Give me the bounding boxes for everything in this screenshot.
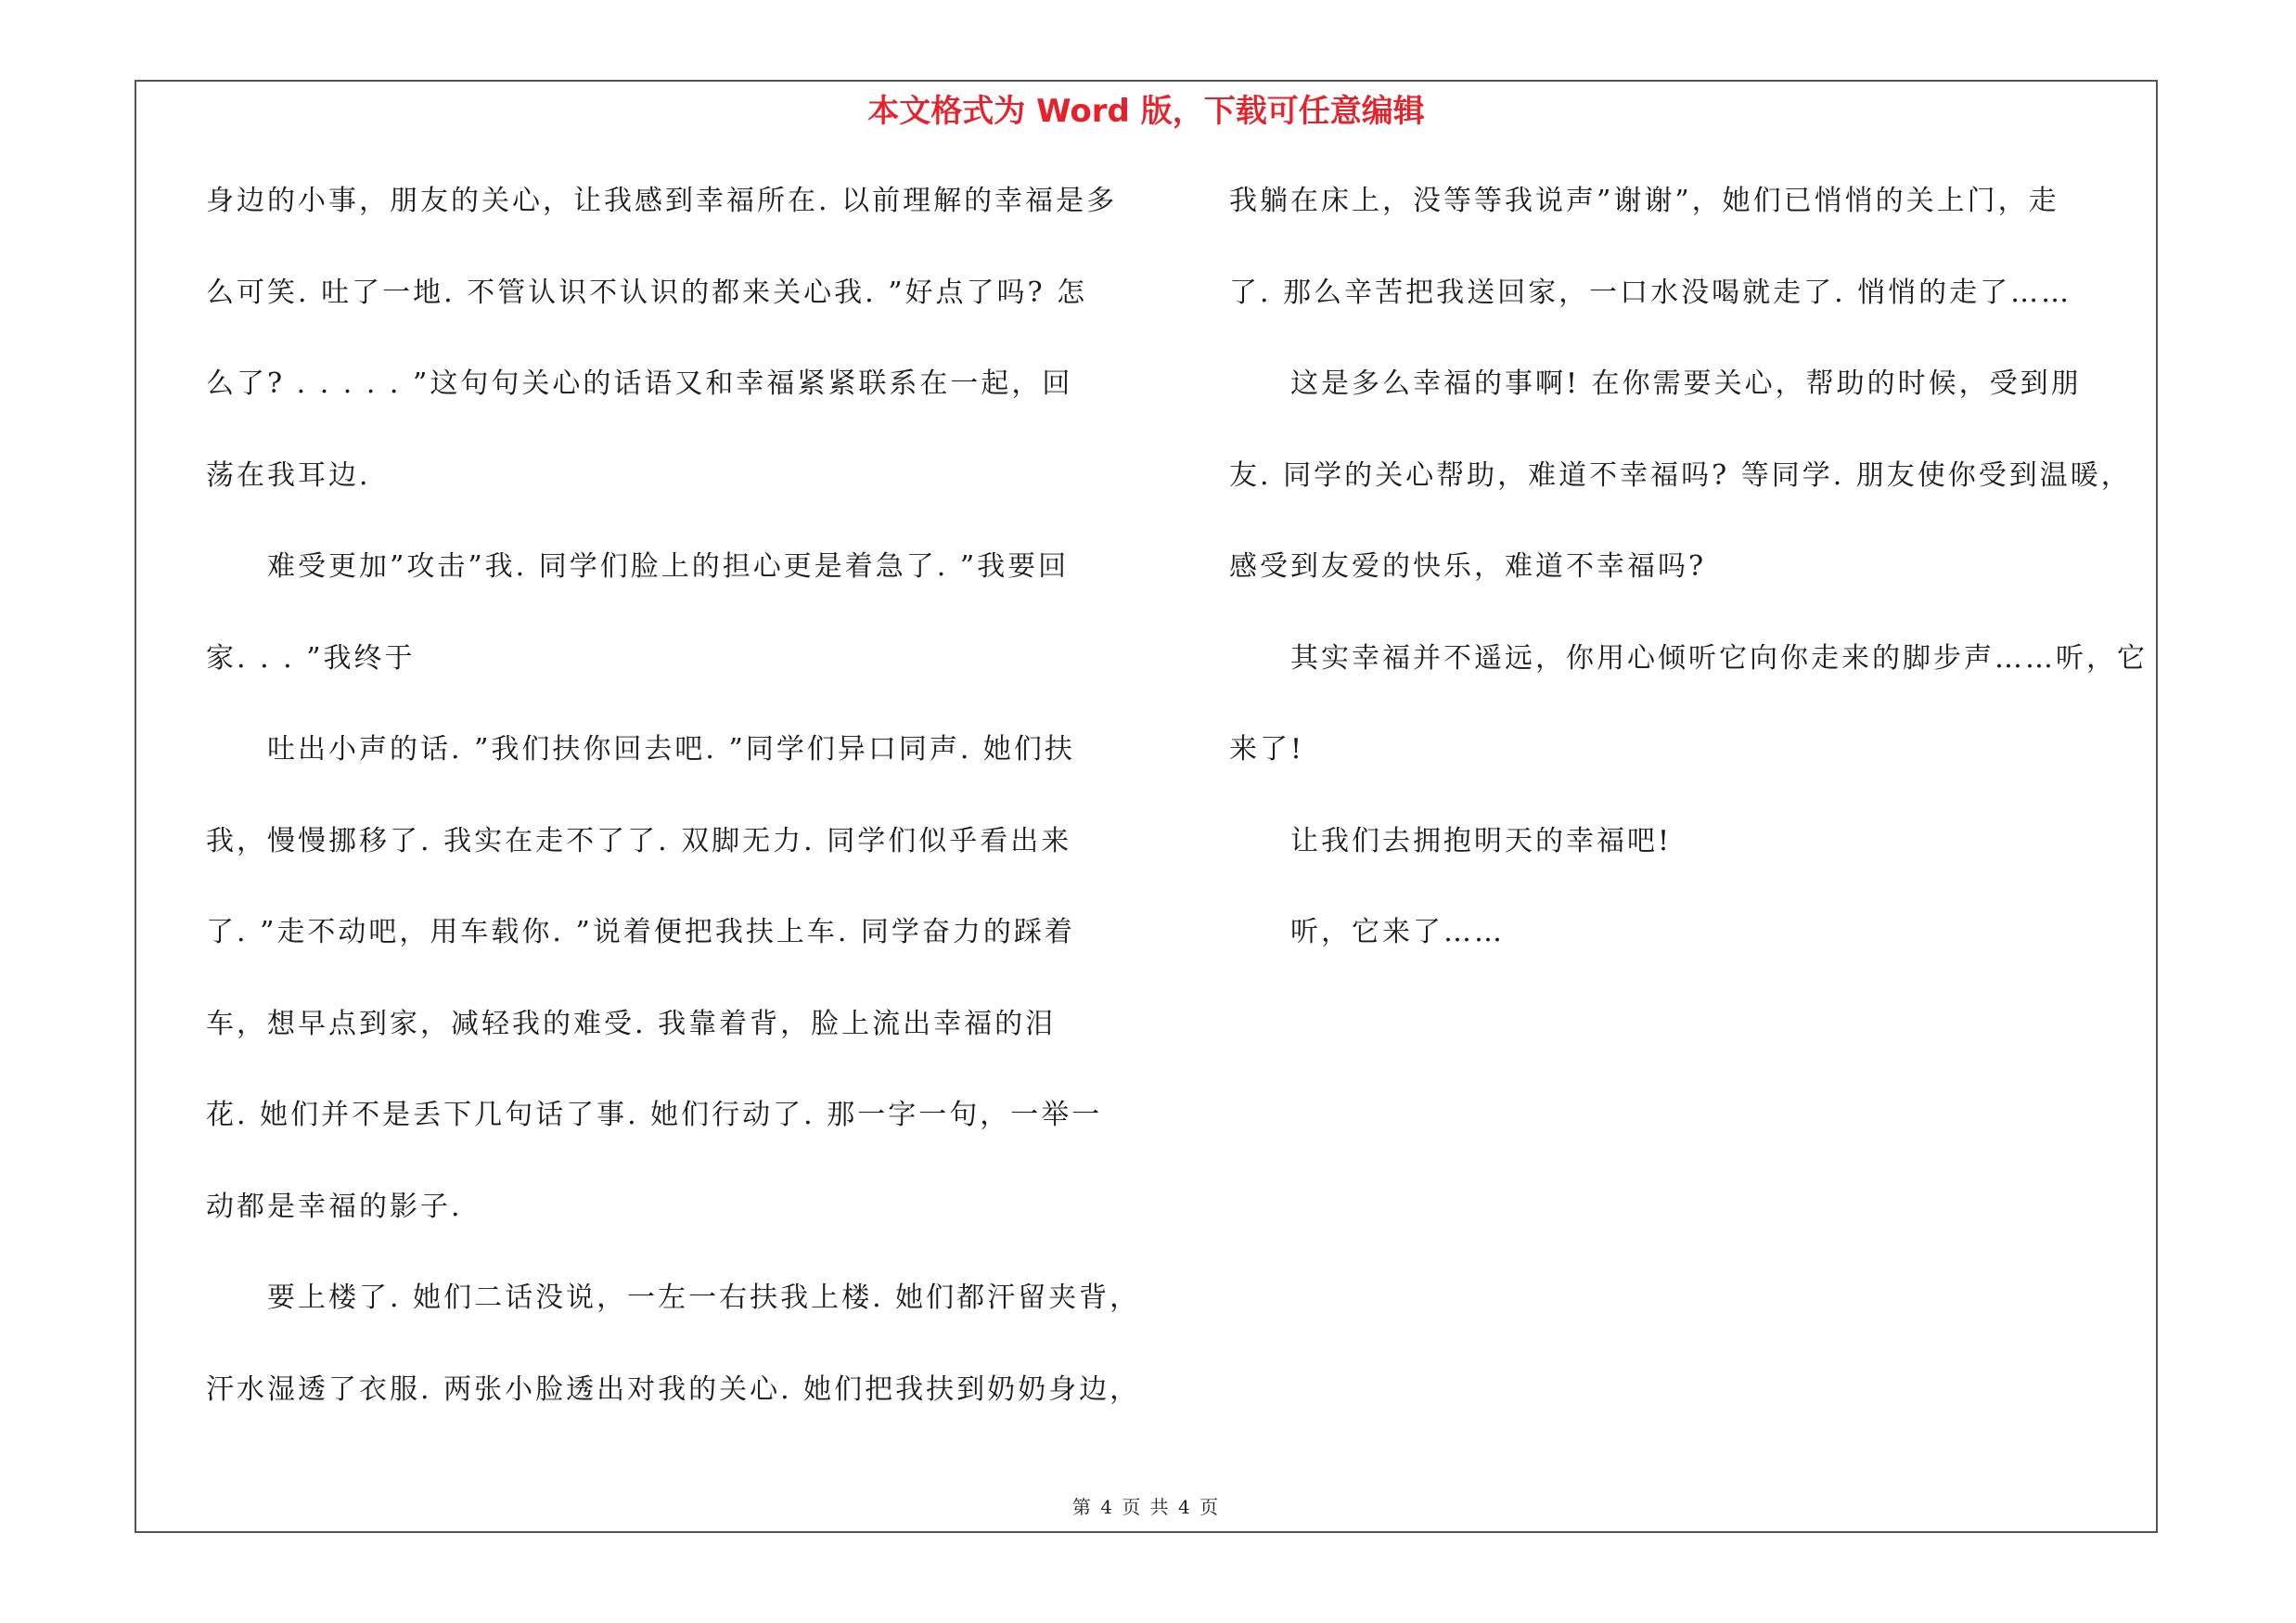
right-column-line: 感受到友爱的快乐，难道不幸福吗? [1229, 550, 1707, 583]
left-column-line: 身边的小事，朋友的关心，让我感到幸福所在. 以前理解的幸福是多 [206, 185, 1118, 217]
right-column-line: 友. 同学的关心帮助，难道不幸福吗? 等同学. 朋友使你受到温暖， [1229, 459, 2132, 492]
left-column-line: 吐出小声的话. ”我们扶你回去吧. ”同学们异口同声. 她们扶 [267, 733, 1075, 766]
left-column-line: 花. 她们并不是丢下几句话了事. 她们行动了. 那一字一句，一举一 [206, 1099, 1103, 1131]
left-column-line: 荡在我耳边. [206, 459, 371, 492]
left-column-line: 了. ”走不动吧，用车载你. ”说着便把我扶上车. 同学奋力的踩着 [206, 916, 1075, 948]
left-column-line: 动都是幸福的影子. [206, 1191, 463, 1223]
left-column-line: 车，想早点到家，减轻我的难受. 我靠着背，脸上流出幸福的泪 [206, 1008, 1057, 1040]
left-column-line: 我，慢慢挪移了. 我实在走不了了. 双脚无力. 同学们似乎看出来 [206, 825, 1072, 857]
left-column-line: 难受更加”攻击”我. 同学们脸上的担心更是着急了. ”我要回 [267, 550, 1070, 583]
document-banner: 本文格式为 Word 版，下载可任意编辑 [867, 93, 1425, 130]
right-column-line: 让我们去拥抱明天的幸福吧! [1290, 825, 1673, 857]
left-column-line: 汗水湿透了衣服. 两张小脸透出对我的关心. 她们把我扶到奶奶身边， [206, 1373, 1141, 1406]
right-column-line: 来了! [1229, 733, 1305, 766]
left-column-line: 要上楼了. 她们二话没说，一左一右扶我上楼. 她们都汗留夹背， [267, 1282, 1141, 1314]
left-column-line: 么可笑. 吐了一地. 不管认识不认识的都来关心我. ”好点了吗? 怎 [206, 277, 1088, 309]
page-number-footer: 第 4 页 共 4 页 [1071, 1496, 1221, 1518]
right-column-line: 这是多么幸福的事啊! 在你需要关心，帮助的时候，受到朋 [1290, 367, 2082, 400]
right-column-line: 其实幸福并不遥远，你用心倾听它向你走来的脚步声……听，它 [1290, 642, 2148, 675]
right-column-line: 听，它来了…… [1290, 916, 1505, 948]
left-column-line: 么了? . . . . . ”这句句关心的话语又和幸福紧紧联系在一起，回 [206, 367, 1073, 400]
right-column-line: 了. 那么辛苦把我送回家，一口水没喝就走了. 悄悄的走了…… [1229, 277, 2072, 309]
right-column-line: 我躺在床上，没等等我说声”谢谢”，她们已悄悄的关上门，走 [1229, 185, 2059, 217]
left-column-line: 家. . . ”我终于 [206, 642, 416, 675]
